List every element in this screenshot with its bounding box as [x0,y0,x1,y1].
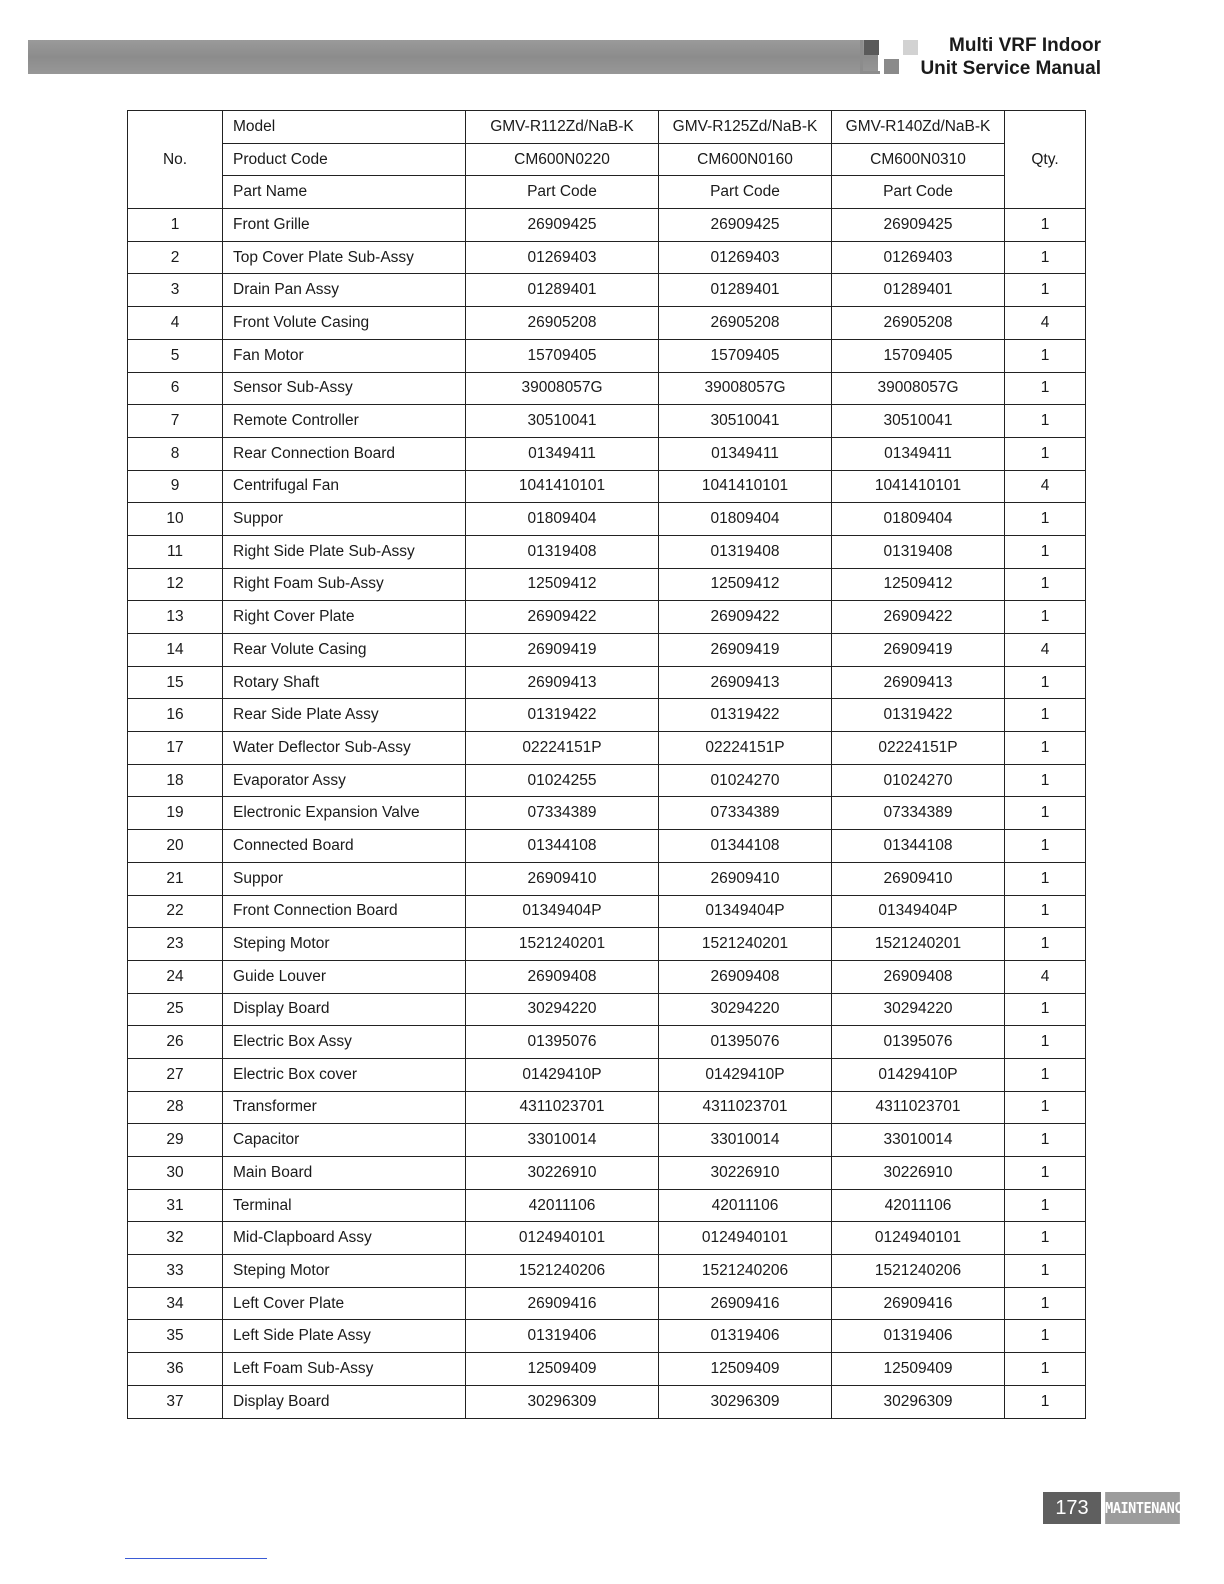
cell-qty: 1 [1005,928,1086,961]
table-row [128,601,1086,634]
table-row [128,1385,1086,1418]
cell-code-model-3: 01429410P [832,1058,1005,1091]
header-product-code-3: CM600N0310 [832,143,1005,176]
cell-code-model-2: 15709405 [659,339,832,372]
cell-no: 31 [128,1189,223,1222]
cell-code-model-3: 30294220 [832,993,1005,1026]
cell-qty: 1 [1005,895,1086,928]
cell-code-model-2: 01319422 [659,699,832,732]
cell-code-model-2: 33010014 [659,1124,832,1157]
cell-code-model-1: 01429410P [466,1058,659,1091]
cell-code-model-2: 01269403 [659,241,832,274]
cell-no: 9 [128,470,223,503]
table-row [128,797,1086,830]
cell-no: 30 [128,1157,223,1190]
cell-code-model-2: 26905208 [659,307,832,340]
cell-code-model-3: 42011106 [832,1189,1005,1222]
cell-code-model-2: 01319406 [659,1320,832,1353]
cell-part-name: Water Deflector Sub-Assy [223,732,466,765]
table-row [128,1026,1086,1059]
cell-qty: 1 [1005,1222,1086,1255]
cell-code-model-2: 26909413 [659,666,832,699]
cell-qty: 1 [1005,209,1086,242]
cell-part-name: Suppor [223,862,466,895]
cell-code-model-2: 26909425 [659,209,832,242]
cell-code-model-2: 4311023701 [659,1091,832,1124]
header-square-light-icon [903,40,918,55]
cell-qty: 1 [1005,862,1086,895]
cell-code-model-2: 01349404P [659,895,832,928]
cell-code-model-3: 12509412 [832,568,1005,601]
cell-part-name: Front Grille [223,209,466,242]
cell-qty: 1 [1005,241,1086,274]
cell-code-model-1: 30226910 [466,1157,659,1190]
cell-qty: 1 [1005,1058,1086,1091]
cell-code-model-2: 30296309 [659,1385,832,1418]
header-part-code-2: Part Code [659,176,832,209]
cell-qty: 1 [1005,535,1086,568]
cell-code-model-1: 42011106 [466,1189,659,1222]
parts-table-body [128,111,1086,1419]
cell-no: 19 [128,797,223,830]
cell-code-model-2: 1041410101 [659,470,832,503]
cell-code-model-2: 01344108 [659,830,832,863]
table-row [128,1320,1086,1353]
header-row-part-name [128,176,1086,209]
cell-code-model-2: 0124940101 [659,1222,832,1255]
cell-code-model-1: 26909408 [466,960,659,993]
cell-qty: 1 [1005,830,1086,863]
cell-code-model-2: 1521240206 [659,1255,832,1288]
cell-qty: 1 [1005,797,1086,830]
cell-code-model-1: 26909419 [466,634,659,667]
cell-code-model-1: 12509412 [466,568,659,601]
cell-part-name: Electric Box Assy [223,1026,466,1059]
cell-part-name: Centrifugal Fan [223,470,466,503]
table-row [128,830,1086,863]
cell-code-model-1: 02224151P [466,732,659,765]
cell-code-model-3: 26909425 [832,209,1005,242]
cell-code-model-2: 12509412 [659,568,832,601]
cell-code-model-1: 01024255 [466,764,659,797]
cell-no: 1 [128,209,223,242]
cell-code-model-1: 01269403 [466,241,659,274]
cell-part-name: Steping Motor [223,928,466,961]
cell-part-name: Transformer [223,1091,466,1124]
table-row [128,568,1086,601]
cell-code-model-2: 30294220 [659,993,832,1026]
cell-code-model-3: 15709405 [832,339,1005,372]
cell-code-model-1: 01319408 [466,535,659,568]
cell-code-model-3: 26909422 [832,601,1005,634]
cell-code-model-1: 01809404 [466,503,659,536]
cell-qty: 1 [1005,732,1086,765]
cell-code-model-1: 26905208 [466,307,659,340]
table-row [128,209,1086,242]
cell-part-name: Right Foam Sub-Assy [223,568,466,601]
cell-part-name: Display Board [223,1385,466,1418]
cell-no: 35 [128,1320,223,1353]
cell-no: 7 [128,405,223,438]
cell-code-model-3: 1521240201 [832,928,1005,961]
cell-code-model-3: 1521240206 [832,1255,1005,1288]
cell-code-model-3: 33010014 [832,1124,1005,1157]
cell-part-name: Rear Connection Board [223,437,466,470]
table-row [128,699,1086,732]
cell-qty: 4 [1005,960,1086,993]
cell-qty: 1 [1005,405,1086,438]
cell-code-model-3: 39008057G [832,372,1005,405]
cell-part-name: Terminal [223,1189,466,1222]
cell-part-name: Capacitor [223,1124,466,1157]
cell-no: 32 [128,1222,223,1255]
table-row [128,1091,1086,1124]
cell-code-model-3: 26909410 [832,862,1005,895]
cell-qty: 1 [1005,568,1086,601]
cell-code-model-3: 30226910 [832,1157,1005,1190]
cell-code-model-3: 26909408 [832,960,1005,993]
table-row [128,372,1086,405]
cell-part-name: Electronic Expansion Valve [223,797,466,830]
header-qty: Qty. [1005,111,1086,209]
header-part-name-label: Part Name [223,176,466,209]
cell-qty: 1 [1005,601,1086,634]
cell-qty: 1 [1005,437,1086,470]
header-no: No. [128,111,223,209]
table-row [128,1353,1086,1386]
cell-code-model-3: 12509409 [832,1353,1005,1386]
cell-code-model-1: 01349404P [466,895,659,928]
cell-code-model-3: 26905208 [832,307,1005,340]
cell-code-model-3: 26909419 [832,634,1005,667]
cell-code-model-2: 01395076 [659,1026,832,1059]
cell-part-name: Remote Controller [223,405,466,438]
cell-code-model-1: 26909416 [466,1287,659,1320]
cell-code-model-3: 01809404 [832,503,1005,536]
cell-part-name: Rear Side Plate Assy [223,699,466,732]
footer-rule [125,1558,267,1559]
cell-part-name: Suppor [223,503,466,536]
header-product-code-2: CM600N0160 [659,143,832,176]
cell-code-model-3: 26909413 [832,666,1005,699]
table-row [128,764,1086,797]
cell-code-model-1: 30296309 [466,1385,659,1418]
cell-code-model-3: 01319406 [832,1320,1005,1353]
cell-code-model-1: 01289401 [466,274,659,307]
cell-part-name: Front Connection Board [223,895,466,928]
cell-code-model-1: 01319406 [466,1320,659,1353]
table-row [128,993,1086,1026]
cell-qty: 1 [1005,1026,1086,1059]
table-row [128,1255,1086,1288]
cell-no: 16 [128,699,223,732]
cell-no: 3 [128,274,223,307]
header-row-product-code [128,143,1086,176]
header-square-dark-icon [864,40,879,55]
cell-code-model-3: 07334389 [832,797,1005,830]
table-row [128,895,1086,928]
cell-code-model-3: 01319422 [832,699,1005,732]
cell-code-model-2: 01319408 [659,535,832,568]
cell-qty: 1 [1005,1353,1086,1386]
cell-no: 36 [128,1353,223,1386]
cell-qty: 1 [1005,699,1086,732]
cell-code-model-2: 02224151P [659,732,832,765]
cell-no: 12 [128,568,223,601]
header-model-label: Model [223,111,466,144]
document-title-line1: Multi VRF Indoor [949,35,1101,56]
cell-code-model-1: 07334389 [466,797,659,830]
header-model-1: GMV-R112Zd/NaB-K [466,111,659,144]
cell-code-model-2: 07334389 [659,797,832,830]
table-row [128,437,1086,470]
cell-code-model-1: 0124940101 [466,1222,659,1255]
cell-code-model-3: 26909416 [832,1287,1005,1320]
table-row [128,1157,1086,1190]
table-row [128,1058,1086,1091]
cell-code-model-1: 1521240206 [466,1255,659,1288]
cell-code-model-3: 01344108 [832,830,1005,863]
cell-qty: 1 [1005,1287,1086,1320]
header-model-3: GMV-R140Zd/NaB-K [832,111,1005,144]
header-row-model [128,111,1086,144]
parts-table [127,110,1086,1419]
cell-code-model-3: 01024270 [832,764,1005,797]
cell-qty: 4 [1005,307,1086,340]
table-row [128,241,1086,274]
cell-code-model-3: 01319408 [832,535,1005,568]
cell-code-model-3: 01395076 [832,1026,1005,1059]
cell-code-model-1: 1041410101 [466,470,659,503]
table-row [128,1189,1086,1222]
cell-part-name: Top Cover Plate Sub-Assy [223,241,466,274]
cell-no: 10 [128,503,223,536]
cell-code-model-3: 01349404P [832,895,1005,928]
cell-code-model-2: 1521240201 [659,928,832,961]
cell-no: 13 [128,601,223,634]
cell-code-model-3: 1041410101 [832,470,1005,503]
cell-no: 33 [128,1255,223,1288]
header-model-2: GMV-R125Zd/NaB-K [659,111,832,144]
cell-no: 28 [128,1091,223,1124]
cell-code-model-1: 12509409 [466,1353,659,1386]
table-row [128,470,1086,503]
cell-qty: 4 [1005,470,1086,503]
cell-no: 26 [128,1026,223,1059]
cell-code-model-3: 01289401 [832,274,1005,307]
cell-qty: 1 [1005,764,1086,797]
table-row [128,666,1086,699]
cell-qty: 1 [1005,372,1086,405]
cell-part-name: Left Foam Sub-Assy [223,1353,466,1386]
header-part-code-3: Part Code [832,176,1005,209]
cell-code-model-1: 26909425 [466,209,659,242]
cell-no: 6 [128,372,223,405]
page-number: 173 [1043,1492,1101,1524]
cell-part-name: Drain Pan Assy [223,274,466,307]
cell-qty: 1 [1005,339,1086,372]
cell-no: 27 [128,1058,223,1091]
header-product-code-label: Product Code [223,143,466,176]
cell-part-name: Rear Volute Casing [223,634,466,667]
cell-code-model-3: 30296309 [832,1385,1005,1418]
cell-no: 2 [128,241,223,274]
cell-code-model-2: 01429410P [659,1058,832,1091]
document-title-line2: Unit Service Manual [920,58,1101,79]
cell-code-model-1: 39008057G [466,372,659,405]
cell-part-name: Rotary Shaft [223,666,466,699]
table-row [128,862,1086,895]
cell-part-name: Main Board [223,1157,466,1190]
cell-code-model-2: 42011106 [659,1189,832,1222]
cell-code-model-1: 01349411 [466,437,659,470]
cell-code-model-2: 12509409 [659,1353,832,1386]
cell-code-model-3: 01349411 [832,437,1005,470]
cell-code-model-3: 0124940101 [832,1222,1005,1255]
cell-part-name: Display Board [223,993,466,1026]
cell-code-model-1: 26909413 [466,666,659,699]
cell-code-model-2: 30510041 [659,405,832,438]
table-row [128,960,1086,993]
cell-no: 4 [128,307,223,340]
cell-part-name: Evaporator Assy [223,764,466,797]
cell-code-model-2: 26909408 [659,960,832,993]
cell-code-model-3: 30510041 [832,405,1005,438]
cell-code-model-1: 4311023701 [466,1091,659,1124]
cell-code-model-2: 26909410 [659,862,832,895]
cell-code-model-1: 33010014 [466,1124,659,1157]
header-square-mid-icon [884,59,899,74]
cell-qty: 1 [1005,1385,1086,1418]
cell-code-model-2: 26909419 [659,634,832,667]
cell-no: 34 [128,1287,223,1320]
section-label: MAINTENANCE [1105,1492,1180,1524]
cell-no: 23 [128,928,223,961]
table-row [128,535,1086,568]
cell-code-model-1: 1521240201 [466,928,659,961]
table-row [128,307,1086,340]
cell-no: 29 [128,1124,223,1157]
cell-code-model-1: 30510041 [466,405,659,438]
cell-code-model-2: 01809404 [659,503,832,536]
header-part-code-1: Part Code [466,176,659,209]
cell-qty: 1 [1005,1255,1086,1288]
cell-code-model-2: 26909416 [659,1287,832,1320]
cell-code-model-1: 15709405 [466,339,659,372]
table-row [128,928,1086,961]
cell-no: 22 [128,895,223,928]
table-row [128,405,1086,438]
cell-code-model-3: 4311023701 [832,1091,1005,1124]
cell-part-name: Guide Louver [223,960,466,993]
cell-no: 21 [128,862,223,895]
cell-part-name: Front Volute Casing [223,307,466,340]
cell-no: 11 [128,535,223,568]
cell-part-name: Fan Motor [223,339,466,372]
cell-qty: 1 [1005,1124,1086,1157]
document-title [920,34,1101,80]
cell-part-name: Mid-Clapboard Assy [223,1222,466,1255]
cell-qty: 1 [1005,503,1086,536]
cell-qty: 1 [1005,1320,1086,1353]
cell-part-name: Sensor Sub-Assy [223,372,466,405]
cell-qty: 1 [1005,1091,1086,1124]
table-row [128,339,1086,372]
cell-code-model-1: 01344108 [466,830,659,863]
table-row [128,503,1086,536]
cell-no: 24 [128,960,223,993]
cell-code-model-1: 26909410 [466,862,659,895]
cell-code-model-1: 26909422 [466,601,659,634]
cell-code-model-3: 02224151P [832,732,1005,765]
cell-qty: 1 [1005,1157,1086,1190]
cell-part-name: Left Cover Plate [223,1287,466,1320]
cell-no: 8 [128,437,223,470]
cell-code-model-2: 01349411 [659,437,832,470]
table-row [128,1287,1086,1320]
cell-code-model-1: 01395076 [466,1026,659,1059]
cell-part-name: Steping Motor [223,1255,466,1288]
cell-code-model-2: 01289401 [659,274,832,307]
cell-qty: 1 [1005,666,1086,699]
table-row [128,274,1086,307]
cell-code-model-2: 26909422 [659,601,832,634]
cell-qty: 1 [1005,993,1086,1026]
cell-no: 15 [128,666,223,699]
cell-no: 37 [128,1385,223,1418]
cell-code-model-1: 30294220 [466,993,659,1026]
table-row [128,634,1086,667]
cell-part-name: Electric Box cover [223,1058,466,1091]
cell-part-name: Left Side Plate Assy [223,1320,466,1353]
cell-no: 14 [128,634,223,667]
cell-part-name: Right Cover Plate [223,601,466,634]
cell-no: 17 [128,732,223,765]
cell-no: 18 [128,764,223,797]
table-row [128,1124,1086,1157]
cell-no: 5 [128,339,223,372]
cell-no: 25 [128,993,223,1026]
table-row [128,732,1086,765]
cell-part-name: Connected Board [223,830,466,863]
header-product-code-1: CM600N0220 [466,143,659,176]
cell-qty: 1 [1005,1189,1086,1222]
table-row [128,1222,1086,1255]
cell-qty: 4 [1005,634,1086,667]
cell-code-model-3: 01269403 [832,241,1005,274]
cell-code-model-2: 01024270 [659,764,832,797]
cell-code-model-2: 39008057G [659,372,832,405]
cell-part-name: Right Side Plate Sub-Assy [223,535,466,568]
cell-no: 20 [128,830,223,863]
header-bar [28,40,878,74]
cell-code-model-2: 30226910 [659,1157,832,1190]
cell-qty: 1 [1005,274,1086,307]
cell-code-model-1: 01319422 [466,699,659,732]
